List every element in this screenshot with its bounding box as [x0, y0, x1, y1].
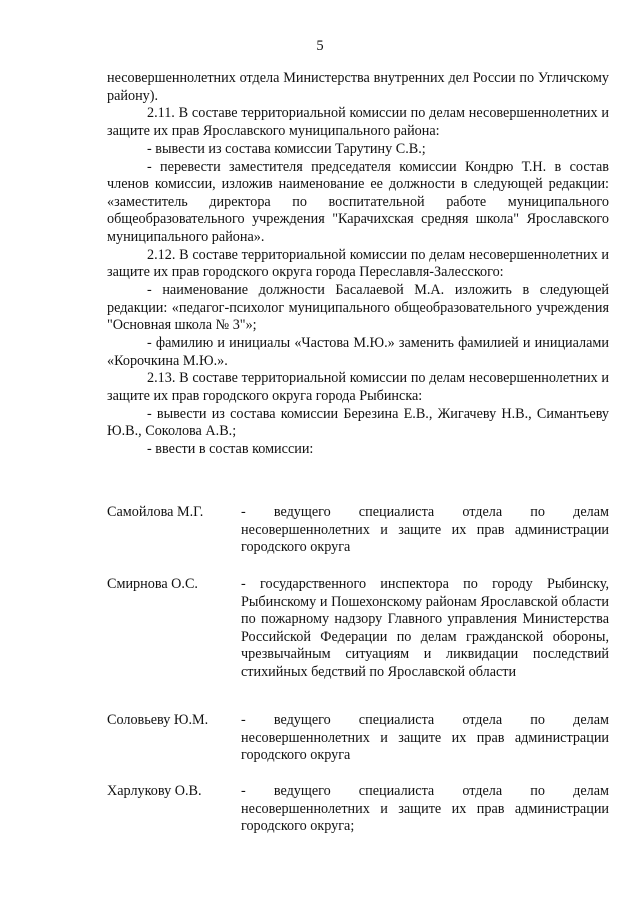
paragraph-add-members: - ввести в состав комиссии:: [147, 441, 314, 458]
member-position: - ведущего специалиста отдела по делам несовершеннолетних и защите их прав администрации городского округа: [241, 504, 609, 556]
page-number: 5: [316, 38, 324, 54]
member-name: Самойлова М.Г.: [107, 504, 204, 520]
member-row: [107, 783, 609, 836]
paragraph-2-12: 2.12. В составе территориальной комиссии по делам несовершеннолетних и защите их прав городского округа города Переславля-Залесского:: [107, 246, 609, 281]
paragraph-remove-members: - вывести из состава комиссии Березина Е.В., Жигачеву Н.В., Симантьеву Ю.В., Соколова А.В.;: [107, 405, 609, 440]
document-body: [107, 70, 609, 459]
member-position: - ведущего специалиста отдела по делам несовершеннолетних и защите их прав администрации городского округа: [241, 712, 609, 764]
member-position: - государственного инспектора по городу Рыбинску, Рыбинскому и Пошехонскому районам Ярославской области по пожарному надзору Главного управления Министерства Российской Федерации по делам гражданской обороны, чрезвычайным ситуациям и ликвидации последствий стихийных бедствий по Ярославской области: [241, 576, 609, 680]
paragraph-basalaeva: - наименование должности Басалаевой М.А. изложить в следующей редакции: «педагог-психолог муниципального общеобразовательного учреждения "Основная школа № 3"»;: [107, 282, 609, 334]
member-row: [107, 712, 609, 765]
paragraph-continuation: несовершеннолетних отдела Министерства внутренних дел России по Угличскому району).: [107, 70, 609, 104]
paragraph-remove-tarutina: - вывести из состава комиссии Тарутину С.В.;: [147, 140, 426, 157]
member-name: Соловьеву Ю.М.: [107, 712, 209, 728]
member-position: - ведущего специалиста отдела по делам несовершеннолетних и защите их прав администрации городского округа;: [241, 783, 609, 835]
paragraph-transfer-kondrya: - перевести заместителя председателя комиссии Кондрю Т.Н. в состав членов комиссии, изложив наименование ее должности в следующей редакции: «заместитель директора по воспитательной работе муниципального общеобразовательного учреждения "Карачихская средняя школа" Ярославского муниципального района».: [107, 158, 609, 245]
member-name: Харлукову О.В.: [107, 783, 202, 799]
member-name: Смирнова О.С.: [107, 576, 198, 592]
paragraph-chastova: - фамилию и инициалы «Частова М.Ю.» заменить фамилией и инициалами «Корочкина М.Ю.».: [107, 335, 609, 369]
paragraph-2-13: 2.13. В составе территориальной комиссии по делам несовершеннолетних и защите их прав городского округа города Рыбинска:: [107, 370, 609, 404]
paragraph-2-11: 2.11. В составе территориальной комиссии по делам несовершеннолетних и защите их прав Ярославского муниципального района:: [107, 105, 609, 139]
member-row: [107, 504, 609, 557]
member-row: [107, 576, 609, 682]
